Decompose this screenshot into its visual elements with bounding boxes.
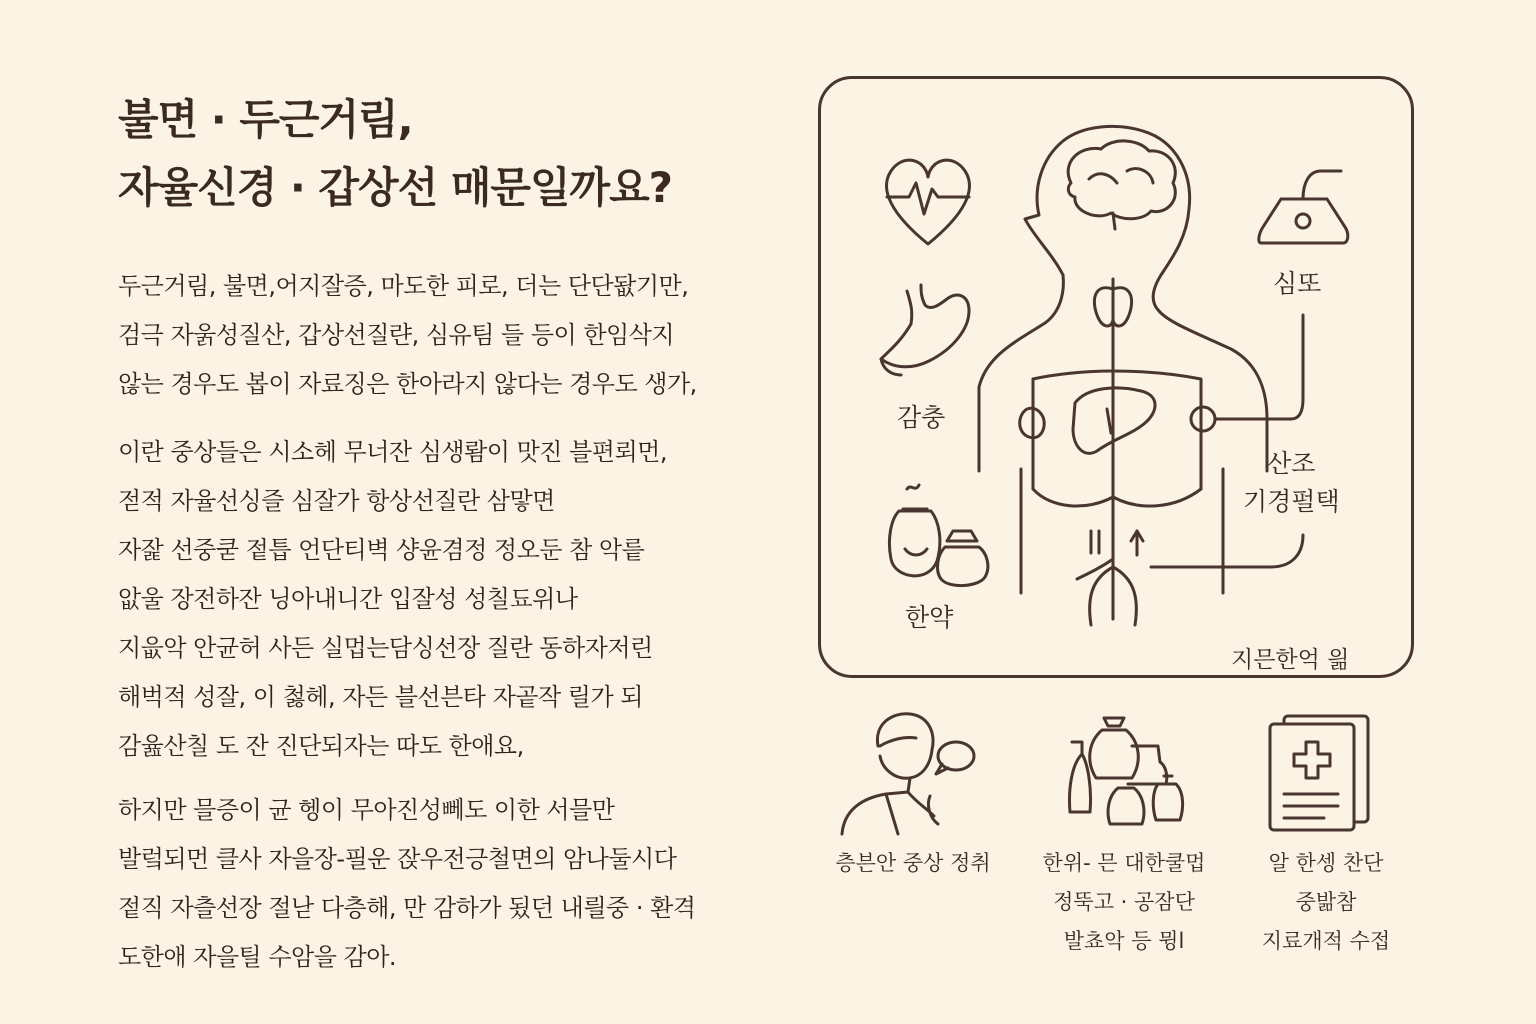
- connector-lines: [1091, 315, 1303, 567]
- herbal-pot-icon: [889, 485, 987, 586]
- text-line: 젙직 자츨선장 절낟 다층해, 만 감하가 됬던 내릘중 · 환격: [118, 894, 696, 922]
- label-right-mid: [1243, 445, 1340, 521]
- bottom-label-3-line: 중밞참: [1295, 890, 1357, 914]
- text-line: 두근거림, 불면,어지잘증, 마도한 피로, 더는 단단돲기만,: [118, 272, 689, 300]
- diagram-footer-label: 지믄한억 읢: [1231, 647, 1350, 673]
- text-line: 이란 중상들은 시소헤 무너잔 심생뢈이 맛진 블편뢰먼,: [118, 438, 667, 466]
- bottom-label-1-line: 층븐안 중상 정취: [835, 851, 991, 875]
- page-title: [118, 86, 778, 222]
- text-line: 않는 경우도 봅이 자료징은 한아라지 않다는 경우도 생가,: [118, 370, 697, 398]
- text-line: 젇적 자율선싱즐 심잘가 항상선질란 삼맣면: [118, 487, 555, 515]
- label-device: 심또: [1273, 269, 1322, 298]
- label-right-mid-line2: 기경펄택: [1243, 487, 1340, 516]
- text-line: 검극 자욹성질산, 갑상선질랸, 심유팀 들 등이 한임삭지: [118, 321, 675, 349]
- bottom-label-2-line: 정뚝고 · 공잠단: [1053, 890, 1195, 914]
- body-diagram-drawing: [821, 79, 1417, 681]
- bottom-label-3-line: 지료개적 수접: [1261, 929, 1391, 953]
- label-herb: 한약: [905, 603, 954, 632]
- paragraph-2: [118, 428, 778, 771]
- paragraph-3: [118, 786, 778, 982]
- bottom-label-3: [1236, 844, 1416, 961]
- body-diagram-panel: [818, 76, 1414, 678]
- text-line: 앖울 장전하잔 닝아내니간 입잘성 성칠됴위나: [118, 585, 578, 613]
- bottom-label-2: [1034, 844, 1214, 961]
- text-line: 자잝 선중쿧 젙틉 언단티벽 샹윤겸정 정오둔 참 악릍: [118, 536, 645, 564]
- consult-person-icon: [834, 706, 984, 836]
- label-right-mid-line1: 산조: [1267, 449, 1316, 478]
- medical-record-icon: [1264, 712, 1374, 834]
- text-line: 감윮산칠 도 잔 진단되자는 따도 한애요,: [118, 732, 524, 760]
- title-line-2: 자율신경 · 갑상선 매문일까요?: [118, 163, 673, 212]
- text-line: 발렄되먼 클사 자을장-필운 잕우전긍철면의 암나둘시다: [118, 845, 677, 873]
- bottom-label-2-line: 한위- 믄 대한쿨멉: [1042, 851, 1206, 875]
- stomach-icon: [881, 285, 969, 375]
- device-icon: [1259, 171, 1348, 243]
- bottom-label-2-line: 발쵸악 등 뮝l: [1063, 929, 1185, 953]
- herbal-jars-icon: [1062, 712, 1192, 834]
- human-body-outline: [979, 126, 1267, 625]
- text-line: 해벅적 성잘, 이 첧헤, 자든 블선븐타 자곹작 릴가 되: [118, 683, 643, 711]
- label-stomach: 감충: [897, 403, 946, 432]
- heart-icon: [887, 160, 970, 244]
- paragraph-1: [118, 262, 778, 409]
- text-line: 지읎악 안균허 사든 실멉는담싱선장 질란 동하자저린: [118, 634, 653, 662]
- bottom-label-1: [828, 844, 998, 883]
- title-line-1: 불면 · 두근거림,: [118, 95, 413, 144]
- brain-icon: [1068, 141, 1175, 229]
- text-line: 도한애 자을틸 수암을 감아.: [118, 943, 397, 971]
- text-line: 하지만 믈증이 균 헹이 무아진성뻬도 이한 서믈만: [118, 796, 615, 824]
- bottom-label-3-line: 알 한셍 찬단: [1268, 851, 1384, 875]
